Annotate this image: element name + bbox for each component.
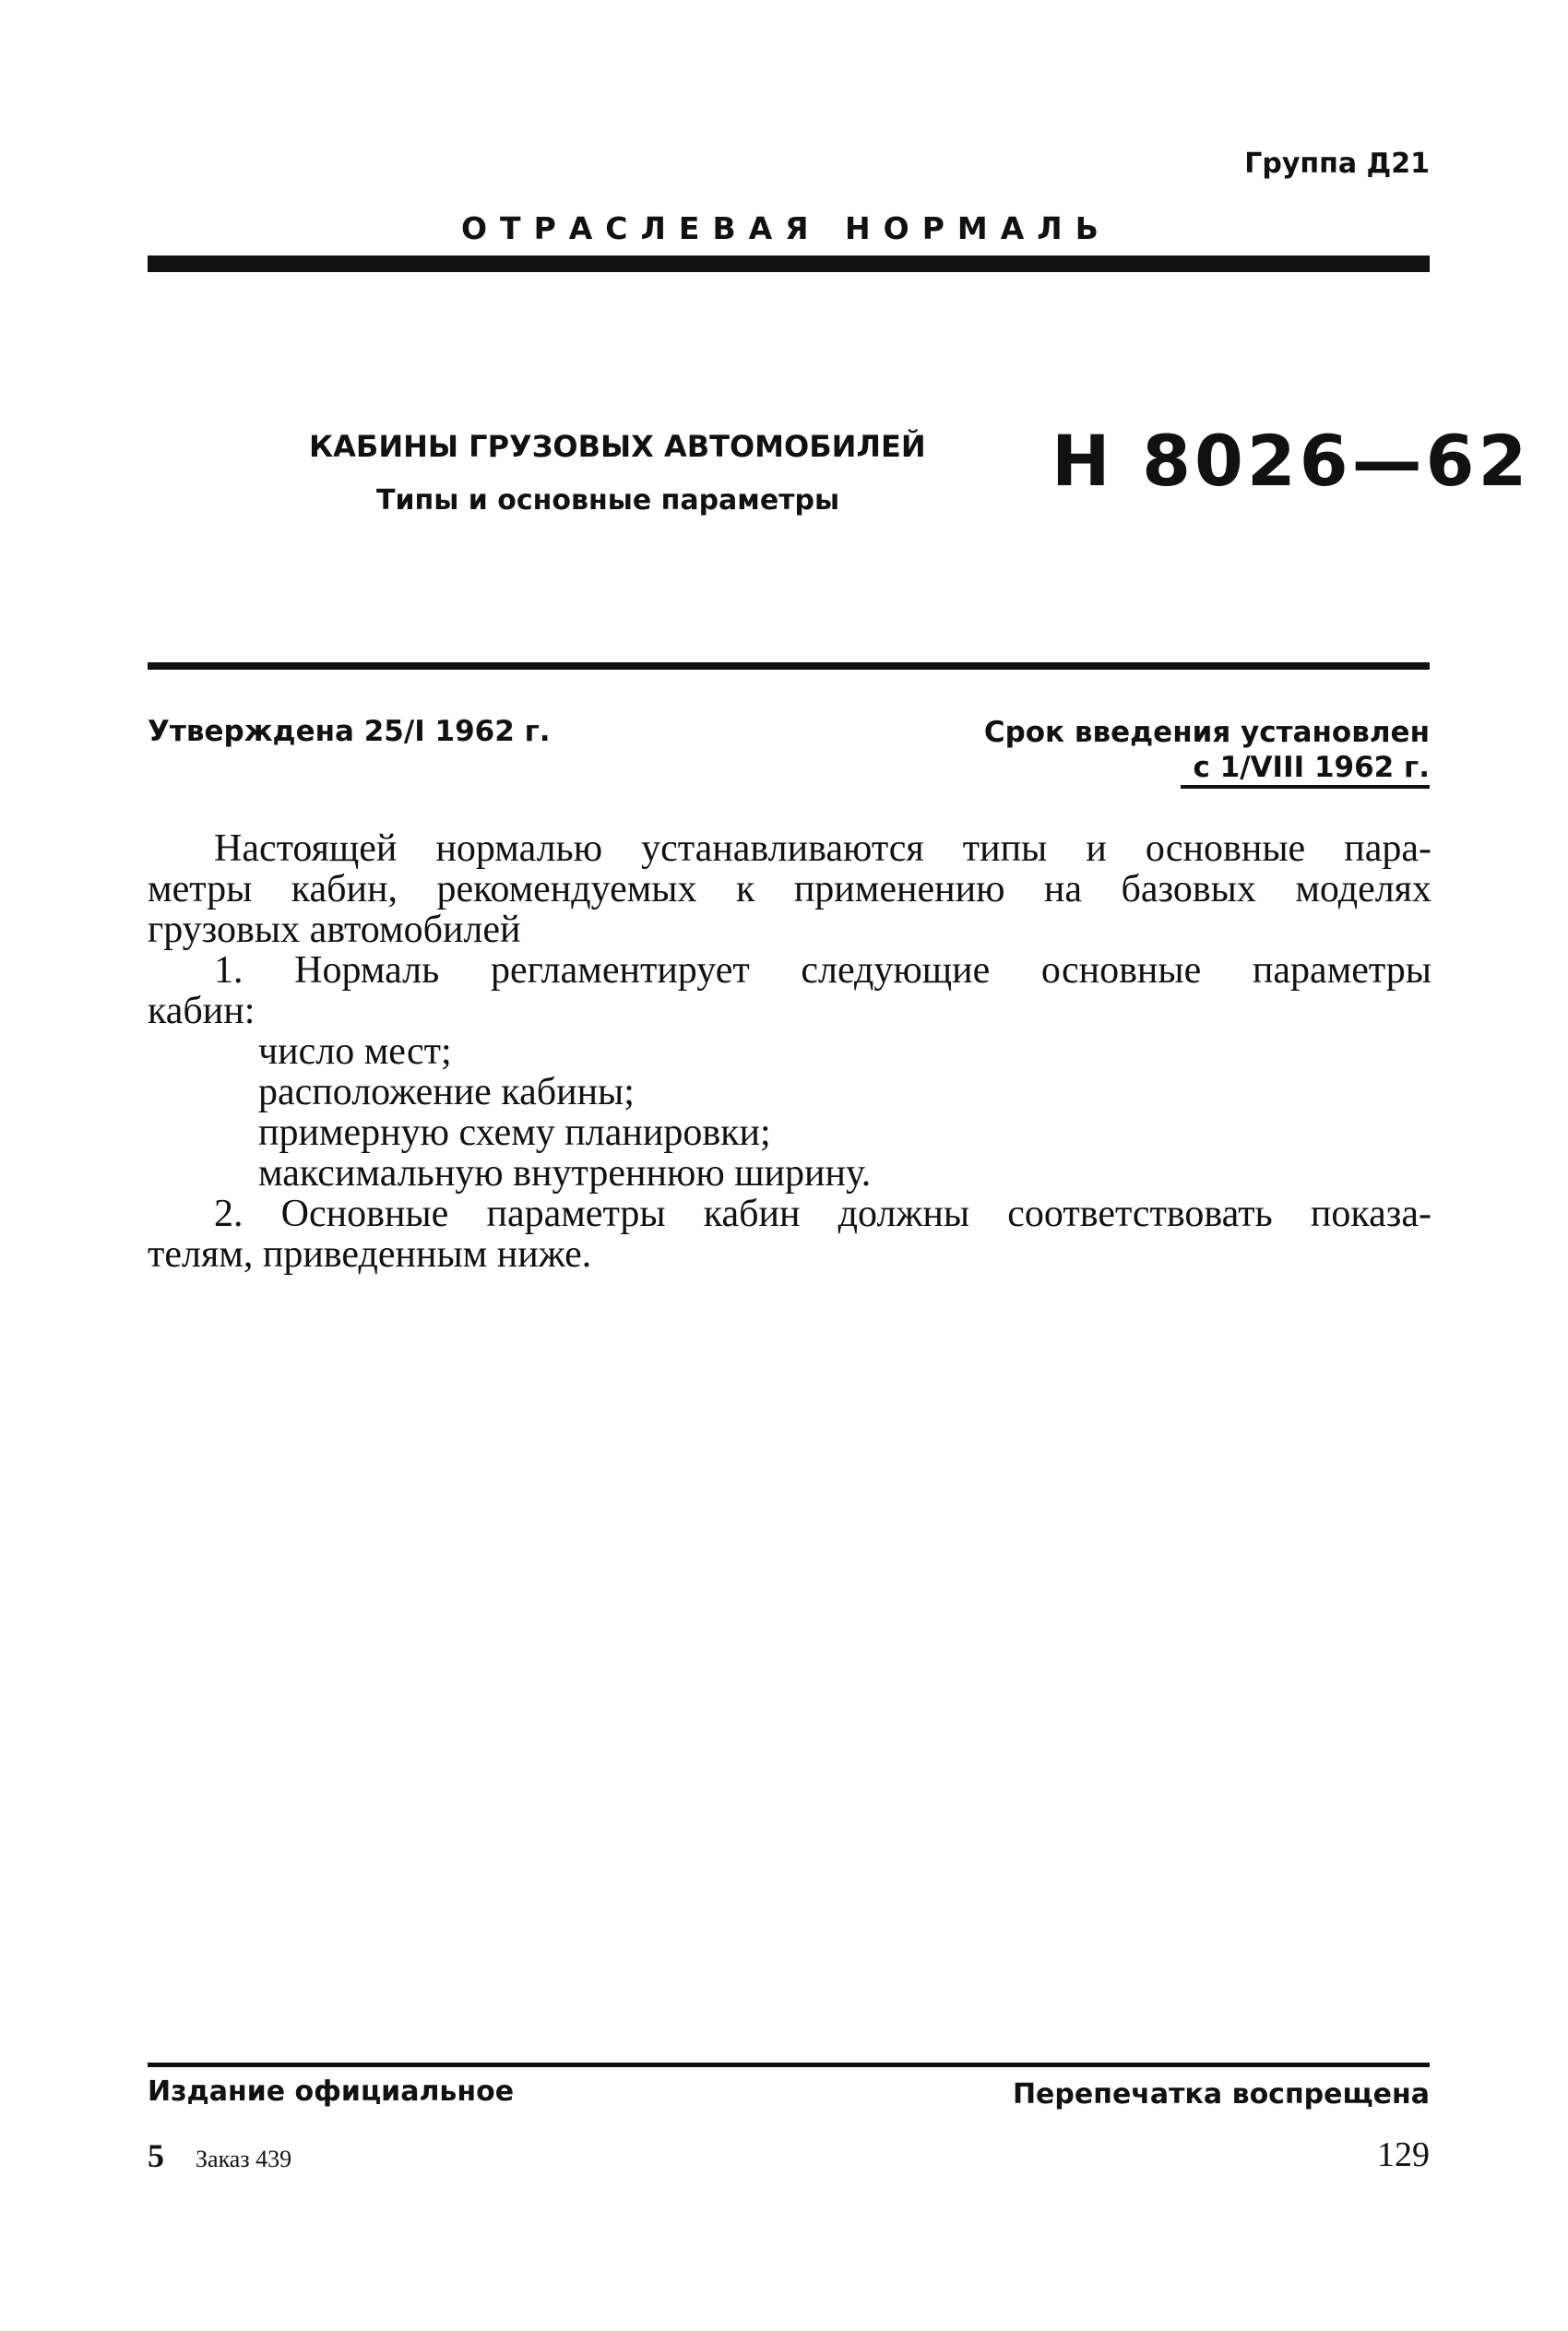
list-item: расположение кабины; bbox=[258, 1071, 635, 1113]
order-number: Заказ 439 bbox=[196, 2146, 292, 2172]
effective-date-label: Срок введения установлен bbox=[983, 716, 1430, 749]
intro-line-1: Настоящей нормалью устанавливаются типы и основные пара- bbox=[214, 827, 1431, 870]
bottom-divider bbox=[148, 2063, 1430, 2067]
official-edition-label: Издание официальное bbox=[148, 2075, 515, 2108]
approval-date: Утверждена 25/I 1962 г. bbox=[148, 715, 551, 748]
top-divider bbox=[148, 256, 1430, 272]
document-subtitle: Типы и основные параметры bbox=[376, 484, 840, 517]
paragraph-2-line-2: телям, приведенным ниже. bbox=[148, 1233, 592, 1276]
paragraph-1-line-1: 1. Нормаль регламентирует следующие основные параметры bbox=[214, 949, 1431, 992]
paragraph-1-line-2: кабин: bbox=[148, 990, 255, 1032]
page-number: 129 bbox=[1377, 2135, 1430, 2174]
document-title: КАБИНЫ ГРУЗОВЫХ АВТОМОБИЛЕЙ bbox=[309, 429, 926, 464]
effective-date-block bbox=[984, 715, 1430, 789]
list-item: примерную схему планировки; bbox=[258, 1112, 771, 1154]
intro-line-2: метры кабин, рекомендуемых к применению на базовых моделях bbox=[148, 868, 1431, 910]
body-text bbox=[148, 828, 1431, 1275]
reprint-prohibited-label: Перепечатка воспрещена bbox=[1012, 2078, 1430, 2111]
list-item: максимальную внутреннюю ширину. bbox=[258, 1152, 872, 1195]
effective-date-value: с 1/VIII 1962 г. bbox=[1181, 750, 1431, 789]
document-type-heading: ОТРАСЛЕВАЯ НОРМАЛЬ bbox=[461, 210, 1111, 246]
group-label: Группа Д21 bbox=[1244, 148, 1430, 180]
intro-line-3: грузовых автомобилей bbox=[148, 909, 521, 951]
standard-number: Н 8026—62 bbox=[1051, 420, 1531, 502]
middle-divider bbox=[148, 662, 1430, 670]
list-item: число мест; bbox=[258, 1030, 452, 1073]
sheet-number: 5 bbox=[148, 2137, 164, 2174]
paragraph-2-line-1: 2. Основные параметры кабин должны соответствовать показа- bbox=[214, 1193, 1431, 1235]
